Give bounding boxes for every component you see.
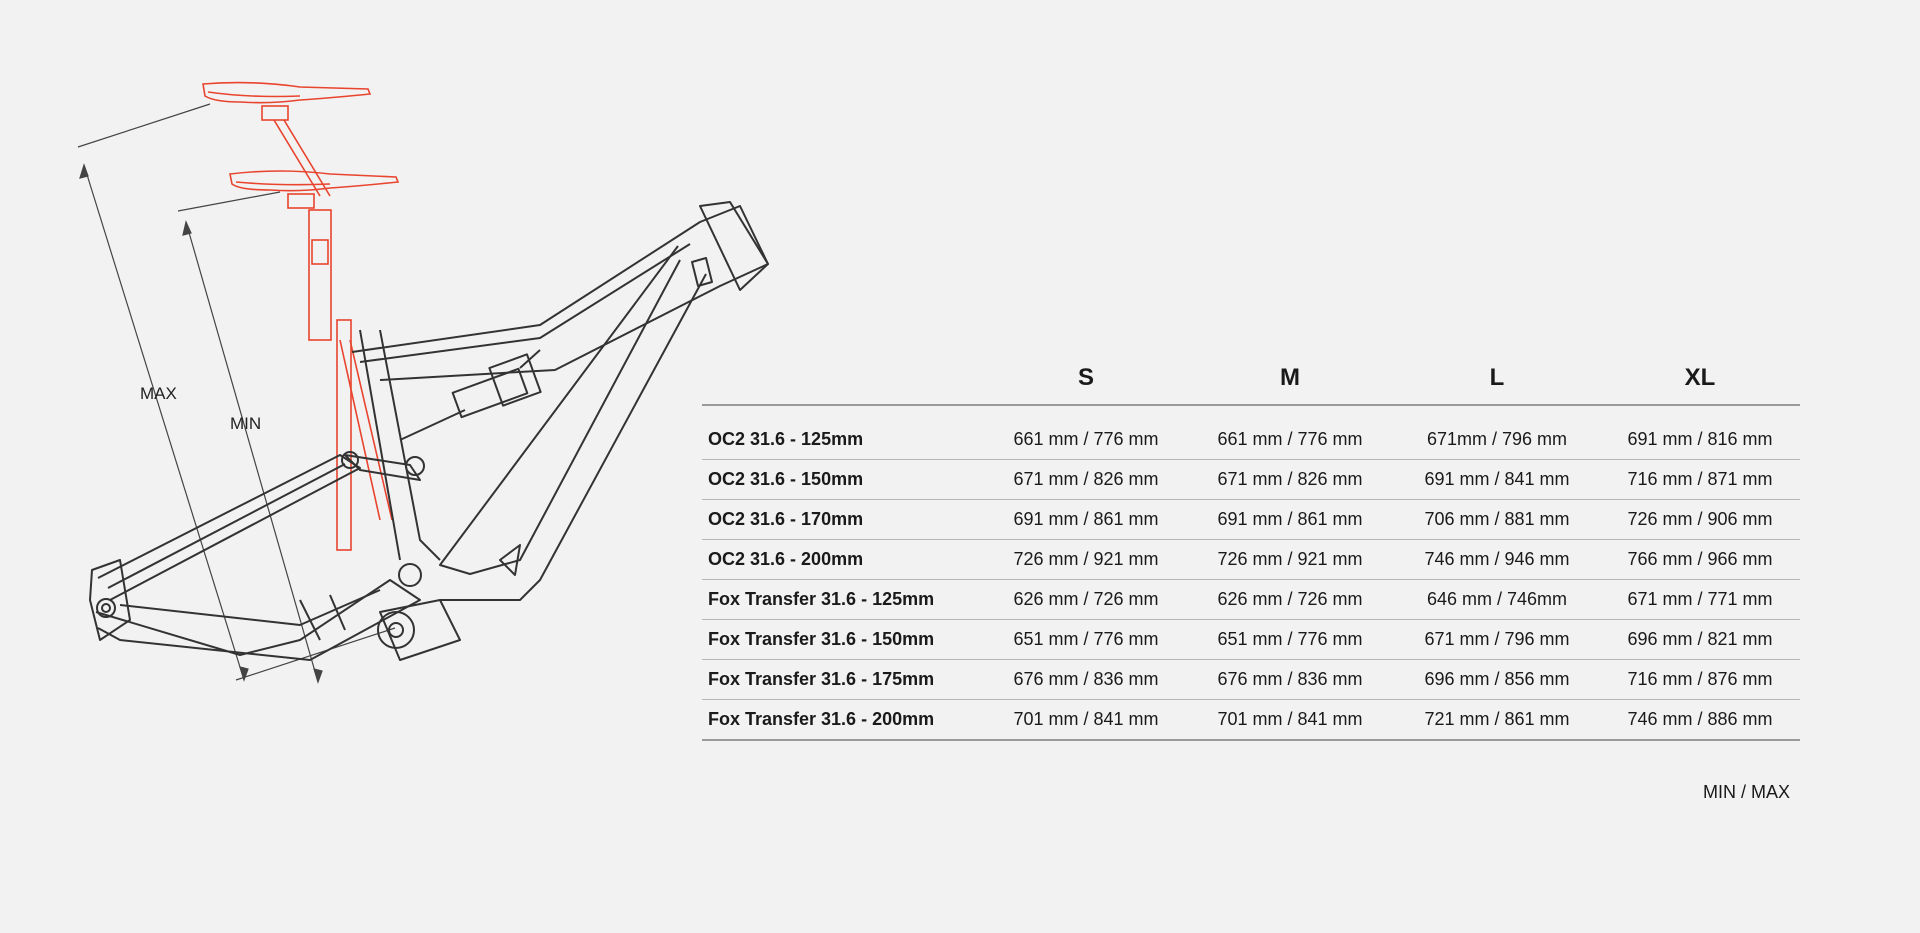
frame	[90, 202, 768, 660]
size-s-cell: 651 mm / 776 mm	[986, 620, 1186, 660]
size-l-cell: 691 mm / 841 mm	[1394, 460, 1600, 500]
size-xl-cell: 746 mm / 886 mm	[1600, 700, 1800, 741]
size-m-cell: 701 mm / 841 mm	[1186, 700, 1394, 741]
size-s-cell: 691 mm / 861 mm	[986, 500, 1186, 540]
table-row	[702, 700, 1800, 741]
size-s-cell: 701 mm / 841 mm	[986, 700, 1186, 741]
size-s-cell: 726 mm / 921 mm	[986, 540, 1186, 580]
size-l-cell: 746 mm / 946 mm	[1394, 540, 1600, 580]
header-size-l: L	[1394, 352, 1600, 405]
size-xl-cell: 716 mm / 876 mm	[1600, 660, 1800, 700]
size-s-cell: 671 mm / 826 mm	[986, 460, 1186, 500]
table-row	[702, 460, 1800, 500]
size-l-cell: 671mm / 796 mm	[1394, 405, 1600, 460]
size-xl-cell: 716 mm / 871 mm	[1600, 460, 1800, 500]
table-header-row	[702, 352, 1800, 405]
model-cell: Fox Transfer 31.6 - 200mm	[702, 700, 986, 741]
size-xl-cell: 766 mm / 966 mm	[1600, 540, 1800, 580]
size-m-cell: 661 mm / 776 mm	[1186, 405, 1394, 460]
size-l-cell: 671 mm / 796 mm	[1394, 620, 1600, 660]
header-size-xl: XL	[1600, 352, 1800, 405]
table-row	[702, 405, 1800, 460]
model-cell: Fox Transfer 31.6 - 175mm	[702, 660, 986, 700]
size-xl-cell: 726 mm / 906 mm	[1600, 500, 1800, 540]
table-row	[702, 500, 1800, 540]
size-l-cell: 646 mm / 746mm	[1394, 580, 1600, 620]
size-m-cell: 671 mm / 826 mm	[1186, 460, 1394, 500]
size-s-cell: 676 mm / 836 mm	[986, 660, 1186, 700]
model-cell: Fox Transfer 31.6 - 150mm	[702, 620, 986, 660]
dropper-seatpost	[203, 83, 398, 550]
table-row	[702, 620, 1800, 660]
size-l-cell: 696 mm / 856 mm	[1394, 660, 1600, 700]
model-cell: OC2 31.6 - 150mm	[702, 460, 986, 500]
header-model	[702, 352, 986, 405]
seatpost-size-table	[702, 352, 1800, 741]
max-label: MAX	[140, 384, 177, 403]
table-row	[702, 660, 1800, 700]
size-m-cell: 626 mm / 726 mm	[1186, 580, 1394, 620]
header-size-s: S	[986, 352, 1186, 405]
model-cell: OC2 31.6 - 170mm	[702, 500, 986, 540]
size-xl-cell: 696 mm / 821 mm	[1600, 620, 1800, 660]
table-row	[702, 540, 1800, 580]
size-m-cell: 676 mm / 836 mm	[1186, 660, 1394, 700]
size-l-cell: 721 mm / 861 mm	[1394, 700, 1600, 741]
model-cell: OC2 31.6 - 200mm	[702, 540, 986, 580]
size-xl-cell: 691 mm / 816 mm	[1600, 405, 1800, 460]
size-m-cell: 726 mm / 921 mm	[1186, 540, 1394, 580]
model-cell: Fox Transfer 31.6 - 125mm	[702, 580, 986, 620]
size-s-cell: 626 mm / 726 mm	[986, 580, 1186, 620]
size-l-cell: 706 mm / 881 mm	[1394, 500, 1600, 540]
min-label: MIN	[230, 414, 262, 433]
table-row	[702, 580, 1800, 620]
header-size-m: M	[1186, 352, 1394, 405]
size-xl-cell: 671 mm / 771 mm	[1600, 580, 1800, 620]
size-m-cell: 651 mm / 776 mm	[1186, 620, 1394, 660]
size-s-cell: 661 mm / 776 mm	[986, 405, 1186, 460]
size-m-cell: 691 mm / 861 mm	[1186, 500, 1394, 540]
min-max-legend: MIN / MAX	[1702, 782, 1790, 802]
model-cell: OC2 31.6 - 125mm	[702, 405, 986, 460]
